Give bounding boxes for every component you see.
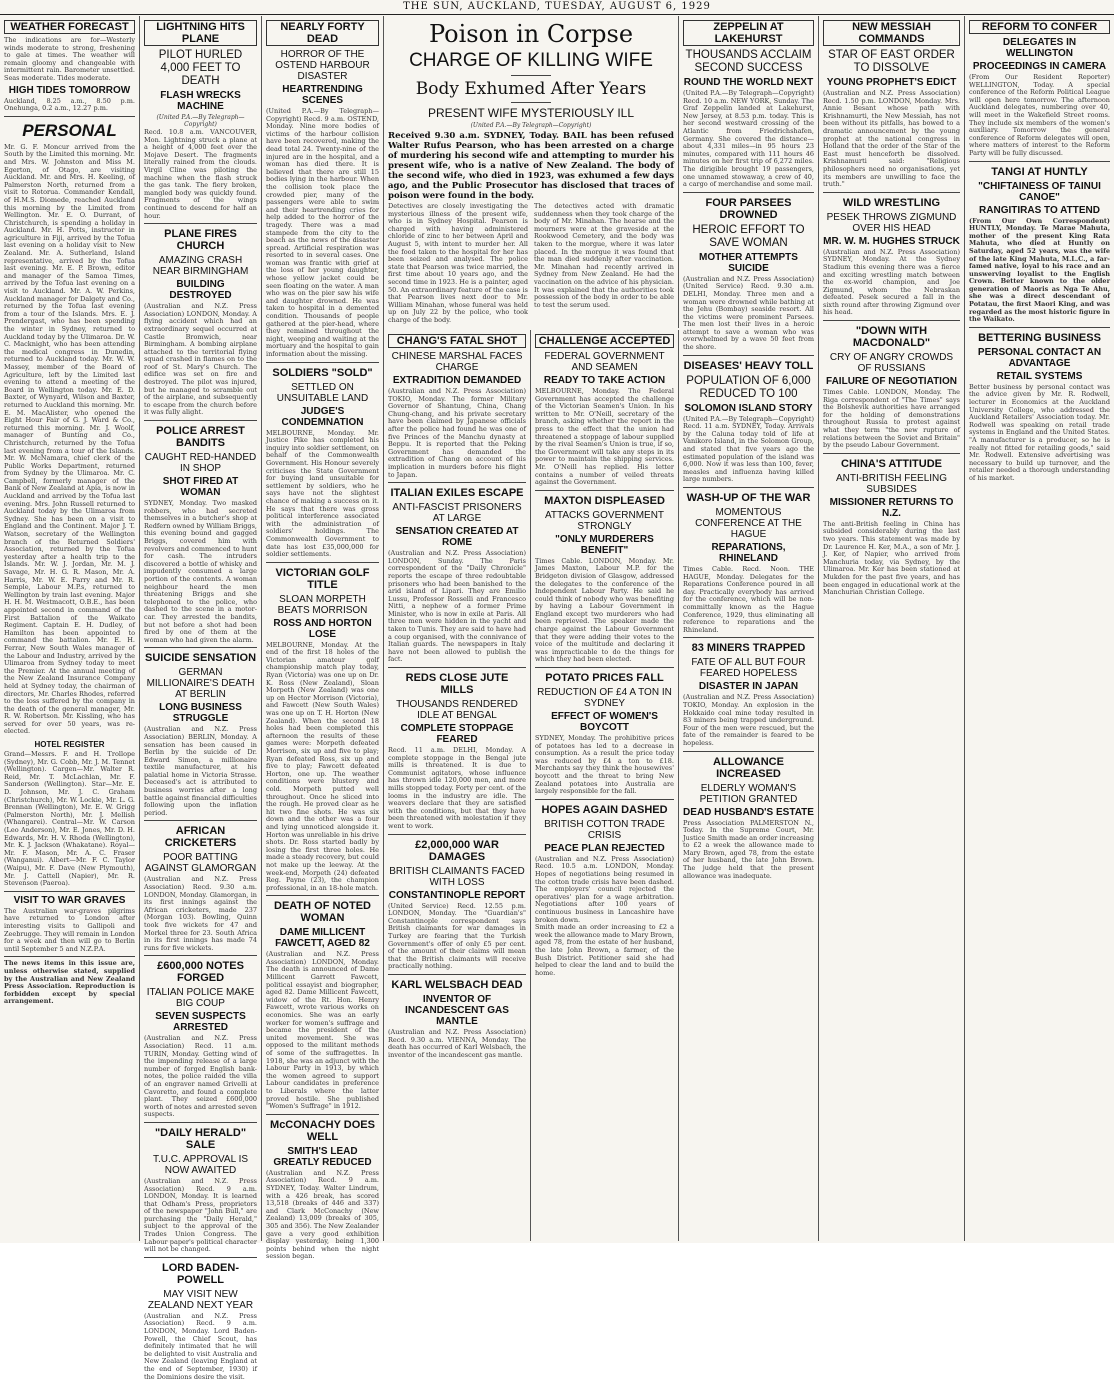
- column-4: [384, 330, 531, 1241]
- tangi-sub: "CHIFTAINESS OF TAINUI CANOE": [978, 180, 1101, 203]
- jute-title: REDS CLOSE JUTE MILLS: [405, 672, 509, 697]
- poison-lead-story: [384, 16, 679, 328]
- maxton-title: MAXTON DISPLEASED: [544, 494, 665, 507]
- poison-sub3: PRESENT WIFE MYSTERIOUSLY ILL: [427, 106, 635, 120]
- poison-title: Poison in Corpse: [428, 20, 634, 48]
- challenge-sub: FEDERAL GOVERNMENT AND SEAMEN: [544, 351, 665, 373]
- business-body: Better business by personal contact was the advice given by Mr. R. Rodwell, lecturer in Economics at the Auckland University College, who addressed the Auckland Retailers' Association today. Mr. Rodwell was speaking on retail trade systems in England and the United States. "A manufacturer is a producer, so he is really not fitted for retailing goods," said Mr. Rodwell. Extensive advertising was necessary to build up turnover, and the retailer needed a thorough understanding of his market.: [969, 382, 1110, 482]
- suicide-title: SUICIDE SENSATION: [144, 652, 257, 665]
- mcconachy-title: McCONACHY DOES WELL: [270, 1118, 375, 1143]
- reform-title: REFORM TO CONFER: [969, 20, 1110, 34]
- potato-sub: REDUCTION OF £4 A TON IN SYDNEY: [537, 687, 672, 710]
- baden-body: (Australian and N.Z. Press Association) Recd. 9 a.m. LONDON, Monday. Lord Baden-Powell, the Chief Scout, has definitely intimated that he will be delighted to visit Australia and New Zealand (leaving England at the end of September, 1930) if the Dominions desire the visit.: [144, 1311, 257, 1381]
- forty-dead-sub2: HEARTRENDING SCENES: [282, 84, 363, 106]
- china-sub2: MISSIONER RETURNS TO N.Z.: [829, 496, 954, 519]
- golf-sub2: ROSS AND HORTON LOSE: [273, 617, 372, 640]
- soldiers-body: MELBOURNE, Monday. Mr. Justice Pike has completed his inquiry into soldier settlement, on behalf of the Commonwealth Government. His Honour severely criticises the State Government for buying land unsuitable for settlement by soldiers, who he says have not the slightest chance of making a success on it. He says that there was gross political interference associated with the administration of soldiers' holdings. The Commonwealth Government to date has lost £35,000,000 for soldier settlements.: [266, 428, 379, 559]
- cotton-title: HOPES AGAIN DASHED: [541, 803, 668, 816]
- messiah-body: (Australian and N.Z. Press Association) Recd. 1.50 p.m. LONDON, Monday. Mrs. Annie Besant whose path with Krishnamurti, the New Messiah, has not been without its pitfalls, has bowed to a dramatic announcement by the young prophet at the national congress in Holland that the order of the Star of the East must henceforth be dissolved. Krishnamurti said: "Religious philosophers need no organisations, yet its members are unwilling to face the truth.": [823, 89, 960, 189]
- potato-body: SYDNEY, Monday. The prohibitive prices of potatoes has led to a decrease in consumption. As a result the price today was reduced by £4 a ton to £18. Merchants say they think the housewives' boycott and the threat to bring New Zealand potatoes into Australia are largely responsible for the fall.: [535, 734, 674, 796]
- exiles-title: ITALIAN EXILES ESCAPE: [390, 487, 524, 500]
- poison-lead-paragraph: Received 9.30 a.m. SYDNEY, Today. BAIL has been refused Walter Rufus Pearson, who has been arrested on a charge of murdering his second wife and attempting to murder his present wife, who is a native of New Zealand. The body of the second wife, who died in 1923, was exhumed a few days ago, and the Public Prosecutor has disclosed that traces of poison were found in the body.: [388, 131, 674, 201]
- personal-title: PERSONAL: [22, 120, 117, 140]
- lightning-sub: PILOT HURLED 4,000 FEET TO DEATH: [158, 49, 243, 87]
- notes-body: (Australian and N.Z. Press Association) Recd. 11 a.m. TURIN, Monday. Getting wind of the impending release of a large number of forged English bank-notes, the police raided the villa of an engraver named Grivelli at Cavoretto, and found a complete plant. They seized £600,000 worth of notes and arrested seven suspects.: [144, 1034, 257, 1119]
- forty-dead-body: (United P.A.—By Telegraph—Copyright) Recd. 9 a.m. OSTEND, Monday. Nine more bodies of victims of the harbour collision have been recovered, making the dead total 24. Twenty-nine of the injured are in the hospital, and a woman has died there. It is believed that there are still 15 bodies lying in the harbour. When the collision took place the crowded pier, many of the passengers were able to swim and their heartrending cries for help added to the horror of the tragedy. There was a mad stampede from the city to the beach as the news of the disaster spread. Artificial respiration was resorted to in several cases. One woman was frantic with grief at the loss of her young daughter, whose yellow jacket could be seen floating on the water. A man who was on the pier saw his wife and daughter drowned. He was taken to hospital in a demented condition. Thousands of people gathered at the pier-head, where they remained throughout the night, weeping and waiting at the mortuary and the hospital to gain information about the missing.: [266, 107, 379, 358]
- bandits-body: SYDNEY, Monday. Two masked robbers, who had secreted themselves in a butcher's shop at Redfern owned by William Briggs, this evening bound and gagged Briggs, covered him with revolvers and commenced to hunt for cash. The intruders discovered a bottle of whisky and impudently consumed a large portion of the contents. A woman neighbour heard the men threatening Briggs and she telephoned to the police, who dashed to the scene in a motor-car. They arrested the bandits, but not before a shot had been fired by one of them at the woman who had given the alarm.: [144, 499, 257, 644]
- potato-sub2: EFFECT OF WOMEN'S BOYCOTT: [551, 711, 658, 734]
- church-sub2: BUILDING DESTROYED: [169, 279, 232, 302]
- zeppelin-body: (United P.A.—By Telegraph—Copyright) Recd. 10 a.m. NEW YORK, Sunday. The Graf Zeppelin landed at Lakehurst, New Jersey, at 8.53 p.m. today. This is her second westward crossing of the Atlantic from Friedrichshafen, Germany. She covered the distance—about 4,331 miles—in 95 hours 23 minutes, compared with 111 hours 46 minutes on her first trip of 6,272 miles. The dirigible brought 19 passengers, one unnamed stowaway, a crew of 40, a cargo of merchandise and some mail.: [683, 89, 814, 189]
- poison-sub1: CHARGE OF KILLING WIFE: [409, 50, 653, 71]
- column-weather-personal: [0, 16, 140, 1241]
- lightning-credit: (United P.A.—By Telegraph—Copyright): [156, 114, 245, 128]
- diseases-sub: POPULATION OF 6,000 REDUCED TO 100: [686, 374, 811, 400]
- lightning-sub2: FLASH WRECKS MACHINE: [160, 90, 241, 112]
- notes-sub: ITALIAN POLICE MAKE BIG COUP: [146, 987, 255, 1010]
- church-sub: AMAZING CRASH NEAR BIRMINGHAM: [152, 255, 249, 278]
- column-6: [679, 16, 819, 1241]
- tangi-title: TANGI AT HUNTLY: [991, 165, 1088, 178]
- soldiers-sub: SETTLED ON UNSUITABLE LAND: [276, 381, 369, 404]
- lightning-title: LIGHTNING HITS PLANE: [144, 20, 257, 46]
- jute-sub: THOUSANDS RENDERED IDLE AT BENGAL: [396, 699, 518, 722]
- war-damages-sub2: CONSTANTINOPLE REPORT: [388, 889, 526, 901]
- soldiers-title: SOLDIERS "SOLD": [272, 366, 373, 379]
- notes-sub2: SEVEN SUSPECTS ARRESTED: [155, 1011, 246, 1034]
- messiah-sub2: YOUNG PROPHET'S EDICT: [826, 77, 957, 88]
- suicide-sub2: LONG BUSINESS STRUGGLE: [159, 702, 242, 725]
- soldiers-sub2: JUDGE'S CONDEMNATION: [281, 405, 364, 428]
- welsbach-body: (Australian and N.Z. Press Association) Recd. 9.30 a.m. VIENNA, Monday. The death has occurred of Karl Welsbach, the inventor of the incandescent gas mantle.: [388, 1027, 526, 1059]
- bandits-sub: CAUGHT RED-HANDED IN SHOP: [144, 452, 257, 475]
- graves-body: The Australian war-graves pilgrims have returned to London after interesting visits to Gallipoli and Zeebrugge. They will remain in London for a week and then will go to Berlin until September 5 and N.Z.P.A.: [4, 906, 135, 953]
- golf-title: VICTORIAN GOLF TITLE: [275, 566, 370, 591]
- chang-sub: CHINESE MARSHAL FACES CHARGE: [391, 351, 523, 373]
- golf-body: MELBOURNE, Monday. At the end of the first 18 holes of the Victorian amateur golf championship match play today, Ryan (Victoria) was one up on Dr. K. Ross (New Zealand), Sloan Morpeth (New Zealand) was one up on Hector Morrison (Victoria), and Fawcett (New South Wales) was one up on T. H. Horton (New Zealand). When the second 18 holes had been completed this afternoon the results of these games were: Morpeth defeated Morrison, six up and five to play; Ryan defeated Ross, six up and five to play; Fawcett defeated Horton, one up. The weather conditions were blustery and cold. Morpeth putted well throughout. Once he sliced into the rough. He proved clear as he hit two fine shots. He was six down and the other was a four and lying unnoticed alongside it. Horton was unreliable in his drive shots. Dr. Ross started badly by losing the first three holes. He made a steady recovery, but could not make up the leeway. At the week-end, Morpeth (24) defeated Reg. Payne (23), the champion professional, in an 18-hole match.: [266, 640, 379, 892]
- chang-title: CHANG'S FATAL SHOT: [388, 334, 526, 348]
- challenge-title: CHALLENGE ACCEPTED: [535, 334, 674, 348]
- maxton-sub: ATTACKS GOVERNMENT STRONGLY: [544, 509, 665, 532]
- tides-body: Auckland, 8.25 a.m., 8.50 p.m. Onehunga, 0.2 a.m., 12.27 p.m.: [4, 96, 135, 113]
- poison-body-b: The detectives acted with dramatic suddenness when they took charge of the body of Mr. Minahan. The hearse and the mourners were at the graveside at the Rookwood Cemetery, and the body was taken to the morgue, where it was later placed. In the morgue it was found that the man died suddenly after vaccination. Mr. Minahan had recently arrived in Sydney from New Zealand. He had the vaccination on the advice of his physician. It was explained that the authorities took possession of the body in order to be able to test the serum used.: [534, 202, 674, 309]
- reform-sub: DELEGATES IN WELLINGTON: [1002, 37, 1077, 59]
- china-title: CHINA'S ATTITUDE: [841, 457, 942, 470]
- masthead: THE SUN, AUCKLAND, TUESDAY, AUGUST 6, 1929: [0, 0, 1114, 15]
- herald-body: (Australian and N.Z. Press Association) Recd. 9 a.m. LONDON, Monday. It is learned that Odham's Press, proprietors of the newspaper "John Bull," are purchasing the "Daily Herald," subject to the approval of the Trades Union Congress. The Labour paper's political character will not be changed.: [144, 1176, 257, 1254]
- suicide-sub: GERMAN MILLIONAIRE'S DEATH AT BERLIN: [146, 667, 255, 701]
- challenge-body: MELBOURNE, Monday. The Federal Government has accepted the challenge of the Victorian Seamen's Union. In his written to Mr. O'Neill, secretary of the branch, asking whether the report in the press to the effect that the union had threatened a stoppage of labour supplied by the rival Seamen's Union is true, if so, the Government will take any steps in its power to maintain the shipping services. Mr. O'Neill has replied. His letter contains a number of veiled threats against the Government.: [535, 387, 674, 487]
- noted-woman-body: (Australian and N.Z. Press Association) LONDON, Monday. The death is announced of Dame Millicent Garrett Fawcett, political essayist and biographer, aged 82. Dame Millicent Fawcett, widow of the Rt. Hon. Henry Fawcett, wrote various works on economics. She was an early worker for women's suffrage and became the president of the united movement. She was opposed to the militant methods of some of the suffragettes. In 1918, she was an adjunct with the Labour Party in 1913, by which the women agreed to support Labour candidates in preference to Liberals where the latter proved hostile. She published "Women's Suffrage" in 1912.: [266, 950, 379, 1111]
- welsbach-sub: INVENTOR OF INCANDESCENT GAS MANTLE: [405, 993, 509, 1027]
- wrestling-sub: PESEK THROWS ZIGMUND OVER HIS HEAD: [826, 211, 957, 234]
- herald-sub: T.U.C. APPROVAL IS NOW AWAITED: [152, 1153, 249, 1176]
- washup-sub2: REPARATIONS, RHINELAND: [711, 542, 786, 564]
- noted-woman-sub: DAME MILLICENT FAWCETT, AGED 82: [275, 927, 370, 950]
- lightning-body: Recd. 10.8 a.m. VANCOUVER, Mon. Lightning struck a plane at a height of 4,000 feet over the Mojave Desert. The fragments literally rained from the clouds. Virgil Cline was piloting the machine when the flash struck the gas tank. The fiery broken, mangled body was quickly found. Fragments of the wings continued to descend for half an hour.: [144, 128, 257, 220]
- forty-dead-title: NEARLY FORTY DEAD: [266, 20, 379, 46]
- war-damages-body: (United Service) Recd. 12.55 p.m. LONDON, Monday. The "Guardian's" Constantinople correspondent says British claimants for war damages in Turkey are fearing that the Turkish Government's offer of only £5 per cent. of the amount of their claims will mean that the British claimants will receive practically nothing.: [388, 901, 526, 971]
- miners-title: 83 MINERS TRAPPED: [691, 642, 806, 655]
- personal-body: Mr. G. F. Moncur arrived from the South by the Limited this morning. Mr. and Mrs. W. Johnston and Miss M. Egerton, of Otago, are visiting Auckland. Mr. and Mrs. H. Keeling, of Palmerston North, returned from a visit to Rotorua. Commander Kendall, of H.M.S. Diomede, reached Auckland this morning by the Limited from Wellington. Mr. E. O. Durrant, of Christchurch, is spending a holiday in Auckland. Mr. H. Potts, instructor in agriculture in Fiji, arrived by the Tofua last evening on a holiday visit to New Zealand. Mr. A. Sutherland, Island representative, arrived by the Tofua last evening. Mr. E. P. Brown, editor and manager of the Samoa Times, arrived by the Tofua last evening on a visit to Auckland. Mr. A. W. Perkins, Auckland manager for Dalgety and Co., returned by the Tofua last evening from a tour of the Islands. Mrs. E. J. Prendergast, who has been spending the winter in Sydney, returned to Auckland today by the Ulimaroa. Dr. W. C. Macknight, who has been attending the medical congress in Dunedin, returned to Auckland today. Mr. W. W. Massey, member of the Board of Agriculture, left by the Limited last evening to attend a meeting of the Board in Wellington today. Mr. E. D. Baxter, of Wynyard, Wilson and Baxter, returned to Auckland this morning. Mr. E. M. MacAlister, who opened the Eight Hour Fair of G. J. Ward & Co., returned this morning. Mr. J. Woolf, manager of Bunting and Co., Christchurch, returned by the Tofua last evening from a tour of the Islands. Mr. W. McNamara, chief clerk of the Public Works Department, returned from Sydney by the Ulimaroa. Mr. C. Campbell, formerly manager of the Bank of New Zealand at Apia, is now in Auckland and arrived by the Tofua last evening. Mrs. John Russell returned to Auckland today by the Ulimaroa from Sydney. She has been on a visit to England and the Continent. Major J. T. Watson, secretary of the Wellington branch of the Returned Soldiers' Association, returned by the Tofua yesterday after a health trip to the Islands. Mr. W. J. Jordan, Mr. M. J. Savage, Mr. H. G. R. Mason, Mr. A. Harris, Mr. W. E. Parry and Mr. R. Semple, Labour M.P.s, returned to Wellington by train last evening. Major H. H. M. Westmacott, O.B.E., has been appointed second in command of the First Battalion of the Waikato Regiment. Captain E. H. Dudley, of Hamilton has been appointed to command the battalion. Mr. E. H. Ferrar, New South Wales manager of the Labour and Industry, arrived by the Ulimaroa from Sydney today to meet the Premier. At the annual meeting of the New Zealand Insurance Company held at Sydney today, the chairman of directors, Mr. Charles Rhodes, referred to the loss suffered by the company in the death of the general manager, Mr. R. W. Robertson. Mr. Kissling, who has served for over 50 years, was re-elected.: [4, 142, 135, 736]
- washup-title: WASH-UP OF THE WAR: [686, 492, 811, 504]
- church-body: (Australian and N.Z. Press Association) LONDON, Monday. A flying accident which had an extraordinary sequel occurred at Castle Bromwich, near Birmingham. A bombing airplane attached to the territorial flying squad crashed in flames on to the roof of St. Mary's Church. The edifice was set on fire and destroyed. The pilot was injured, but he managed to scramble out of the airplane, and subsequently to escape from the church before it was fully alight.: [144, 302, 257, 417]
- poison-body-columns: [388, 203, 674, 325]
- cricketers-sub: POOR BATTING AGAINST GLAMORGAN: [144, 852, 257, 875]
- miners-sub2: DISASTER IN JAPAN: [698, 681, 799, 693]
- chang-body: (Australian and N.Z. Press Association) TOKIO, Monday. The former Military Governor of Shantung, China, Chang Chung-chang, and his private secretary have been claimed by Japanese officials after the police had found he was one of five Princes of the Manchu dynasty at Beppu. It is reported that the Peking Government has demanded the extradition of Chang on account of his implication in murders before his flight to Japan.: [388, 387, 526, 479]
- estate-body: Smith made an order increasing to £2 a week the allowance made to Mary Brown, aged 78, from the estate of her husband, the late John Brown, a farmer, of the Bush District. Petitioner said she had helped to clear the land and to build the home.: [535, 923, 674, 977]
- cricketers-body: (Australian and N.Z. Press Association) Recd. 9.30 a.m. LONDON, Monday. Glamorgan, in its first innings against the African cricketers, made 237 (Morgan 103). Bowling, Quinn took five wickets for 47 and Morkel three for 23. South Africa in its first innings has made 74 runs for five wickets.: [144, 875, 257, 952]
- maxton-sub2: "ONLY MURDERERS BENEFIT": [555, 533, 654, 556]
- column-5: [531, 330, 679, 1241]
- exiles-sub: ANTI-FASCIST PRISONERS AT LARGE: [392, 502, 522, 525]
- zeppelin-sub: THOUSANDS ACCLAIM SECOND SUCCESS: [685, 49, 812, 74]
- maxton-body: Times Cable. LONDON, Monday. Mr. James Maxton, Labour M.P. for the Bridgeton division of Glasgow, addressed the delegates to the conference of the Independent Labour Party. He said he could think of nobody who was benefiting by having a Labour Government in England except two murderers who had been reprieved. The speaker made the charge against the Labour Government that they were adding their votes to the voice of the multitude and declaring it was impracticable to do the things for which they had been elected.: [535, 556, 674, 664]
- china-sub: ANTI-BRITISH FEELING SUBSIDES: [835, 472, 948, 495]
- macdonald-sub2: FAILURE OF NEGOTIATION: [826, 376, 957, 388]
- wrestling-title: WILD WRESTLING: [842, 196, 941, 209]
- baden-sub: MAY VISIT NEW ZEALAND NEXT YEAR: [147, 1288, 254, 1311]
- macdonald-title: "DOWN WITH MACDONALD": [852, 325, 931, 350]
- reform-body: (From Our Resident Reporter) WELLINGTON, Today. A special conference of the Reform Political League will open here tomorrow. The afternoon Auckland delegates, numbering over 40, will meet in the Wakefield Street rooms. They include six members of the women's auxiliary. Tomorrow the general conference of Reform delegates will open, where matters of interest to the Reform Party will be fully discussed.: [969, 73, 1110, 157]
- hotel-body: Grand—Messrs. F. and H. Trollope (Sydney), Mr. G. Cobb, Mr. J. M. Tennet (Wellington). Cargen—Mr. Walter R. Reid, Mr. T. McLachlan, Mr. F. Sanderson (Wellington). Star—Mr. E. D. Johnson, Mr. J. C. Graham (Christchurch), Mr. W. Lockie, Mr. L. G. Brennan (Wellington), Mr. E. W. Grigg (Palmerston North), Mr. J. Mellish (Whangarei). Central—Mr. W. Carson (Leo Anderson), Mr. E. Jones, Mr. D. H. Edwards, Mr. H. V. Rhoda (Wellington), Mr. K. J. Jackson (Whakatane). Royal—Mr. F. Mason, Mr. A. C. Fraser (Wanganui). Albert—Mr. F. C. Taylor (Waipu), Mr. F. Dave (New Plymouth), Mr. J. Cattell (Napier), Mr. R. Stevenson (Paeroa).: [4, 750, 135, 888]
- jute-sub2: COMPLETE STOPPAGE FEARED: [400, 723, 514, 746]
- diseases-body: (United P.A.—By Telegraph—Copyright) Recd. 11 a.m. SYDNEY, Today. Arrivals by the Caluna today told of life at Vanikoro Island, in the Solomon Group, and stated that five years ago the estimated population of the island was 6,000. Now it was less than 100, fever, measles and influenza having killed large numbers.: [683, 414, 814, 484]
- washup-sub: MOMENTOUS CONFERENCE AT THE HAGUE: [695, 507, 802, 540]
- tides-title: HIGH TIDES TOMORROW: [8, 84, 131, 96]
- poison-credit: (United P.A.—By Telegraph—Copyright): [470, 122, 592, 129]
- wrestling-sub2: MR. W. M. HUGHES STRUCK: [823, 235, 960, 247]
- diseases-title: DISEASES' HEAVY TOLL: [683, 359, 814, 372]
- messiah-title: NEW MESSIAH COMMANDS: [823, 20, 960, 46]
- reform-sub2: PROCEEDINGS IN CAMERA: [972, 61, 1107, 72]
- herald-title: "DAILY HERALD" SALE: [154, 1126, 247, 1151]
- cricketers-title: AFRICAN CRICKETERS: [164, 825, 237, 850]
- poison-body-a: Detectives are closely investigating the mysterious illness of the present wife, who is in Sydney Hospital. Pearson is charged with having administered chloride of zinc to her between April and August 5, with intent to murder her. All the food taken to the hospital for her has been seized and analysed. The police state that Pearson was twice married, the first time about 10 years ago, and the second time in 1923. He is a painter, aged 50. An extraordinary feature of the case is that Pearson lives next door to Mr. William Minahan, whose funeral was held up on July 22 by the police, who took charge of the body.: [388, 202, 528, 324]
- allowance-sub2: DEAD HUSBAND'S ESTATE: [683, 806, 814, 818]
- miners-sub: FATE OF ALL BUT FOUR FEARED HOPELESS: [691, 657, 806, 680]
- bandits-title: POLICE ARREST BANDITS: [156, 425, 245, 450]
- hotel-title: HOTEL REGISTER: [34, 740, 105, 750]
- mcconachy-body: (Australian and N.Z. Press Association) Recd. 9 a.m. SYDNEY, Today. Walter Lindrum, with a 426 break, has scored 13,518 (breaks of 446 and 337) and Clark McConachy (New Zealand) 13,009 (breaks of 305, 305 and 356). The New Zealander gave a very good exhibition display yesterday, being 1,300 points behind when the night session began.: [266, 1168, 379, 1261]
- war-damages-title: £2,000,000 WAR DAMAGES: [415, 838, 499, 863]
- macdonald-body: Times Cable. LONDON, Monday. The Riga correspondent of "The Times" says the Bolshevik authorities have arranged for the holding of demonstrations throughout Russia to protest against what they term "the new rupture of relations between the Soviet and Britain" by the pseudo Labour Government.: [823, 388, 960, 450]
- weather-title: WEATHER FORECAST: [4, 20, 135, 34]
- challenge-sub2: READY TO TAKE ACTION: [543, 375, 666, 386]
- business-title: BETTERING BUSINESS: [978, 331, 1101, 344]
- parsees-body: (Australian and N.Z. Press Association) (United Service) Recd. 9.30 a.m. DELHI, Monday. Three men and a woman were drowned while bathing at the Jehu (Bombay) seaside resort. All the victims were prominent Parsees. The men lost their lives in a heroic attempt to save a woman who was overwhelmed by a wave 50 feet from the shore.: [683, 274, 814, 352]
- suicide-body: (Australian and N.Z. Press Association) BERLIN, Monday. A sensation has been caused in Berlin by the suicide of Dr. Edward Simon, a millionaire textile manufacturer, at his palatial home in Victoria Strasse. Deceased's act is attributed to business worries after a long battle against financial difficulties following upon the inflation period.: [144, 725, 257, 817]
- welsbach-title: KARL WELSBACH DEAD: [391, 978, 523, 991]
- allowance-title: ALLOWANCE INCREASED: [713, 755, 784, 780]
- cotton-sub2: PEACE PLAN REJECTED: [544, 842, 665, 854]
- washup-body: Times Cable. Recd. Noon. THE HAGUE, Monday. Delegates for the Reparations Conference poured in all day. Practically everybody has arrived for the conference, which will be non-committally known as the Hague Conference, 1929, thus eliminating all reference to reparations and the Rhineland.: [683, 565, 814, 634]
- church-title: PLANE FIRES CHURCH: [164, 228, 237, 253]
- golf-sub: SLOAN MORPETH BEATS MORRISON: [277, 593, 368, 616]
- column-3: [262, 16, 384, 1261]
- notes-title: £600,000 NOTES FORGED: [157, 960, 244, 985]
- parsees-sub: HEROIC EFFORT TO SAVE WOMAN: [692, 223, 805, 249]
- tangi-sub2: RANGITIRAS TO ATTEND: [979, 204, 1100, 216]
- potato-title: POTATO PRICES FALL: [545, 672, 664, 685]
- business-sub: PERSONAL CONTACT AN ADVANTAGE: [977, 346, 1102, 369]
- wrestling-body: (Australian and N.Z. Press Association) SYDNEY, Monday. At the Sydney Stadium this evening there was a fierce and exciting wrestling match between the ex-world champion, and Joe Zigmund, whom the Nebraskan defeated. Pesek secured a fall in the sixth round after throwing Zigmund over his head.: [823, 247, 960, 317]
- poison-sub2: Body Exhumed After Years: [415, 79, 647, 99]
- column-8: [965, 16, 1114, 1241]
- press-note: The news items in this issue are, unless otherwise stated, supplied by the Australian and New Zealand Press Association. Reproduction is forbidden except by special arrangement.: [4, 959, 135, 1006]
- cotton-sub: BRITISH COTTON TRADE CRISIS: [544, 818, 665, 841]
- parsees-sub2: MOTHER ATTEMPTS SUICIDE: [699, 251, 798, 274]
- column-7: [819, 16, 965, 1241]
- tangi-body: (From Our Own Correspondent) HUNTLY, Monday. Te Marae Mahuta, mother of the present King Rata Mahuta, who died at Huntly on Saturday, aged 52 years, was the wife of the late King Mahuta, M.L.C., a far-famed native, loyal to his race and an unswerving loyalist to the English Crown. Better known to the older generation of Maoris as Nga Te Ahu, she was a direct descendant of Potatau, the first Maori King, and was regarded as the most historic figure in the Waikato.: [969, 216, 1110, 324]
- cotton-body: (Australian and N.Z. Press Association) Recd. 10.5 a.m. LONDON, Monday. Hopes of negotiations being resumed in the cotton trade crisis have been dashed. The employers' council rejected the operatives' plan for a wage arbitration. Negotiations after 100 years of continuous business in Lancashire have broken down.: [535, 854, 674, 924]
- zeppelin-title: ZEPPELIN AT LAKEHURST: [683, 20, 814, 46]
- zeppelin-sub2: ROUND THE WORLD NEXT: [683, 77, 814, 88]
- exiles-body: (Australian and N.Z. Press Association) LONDON, Sunday. The Paris correspondent of the "Daily Chronicle" reports the escape of three redoubtable prisoners who had been banished to the arid island of Lipari. They are Emilio Lussu, Professor Rosselli and Francesco Nitti, a nephew of a former Prime Minister, who is now in exile at Paris. All three men were hidden in the yacht and taken to Tunis. They are said to have had a coup organised, with the connivance of Italian guards. The newspapers in Italy have not been allowed to publish the fact.: [388, 549, 526, 664]
- noted-woman-title: DEATH OF NOTED WOMAN: [274, 900, 371, 925]
- macdonald-sub: CRY OF ANGRY CROWDS OF RUSSIANS: [829, 352, 954, 375]
- mcconachy-sub: SMITH'S LEAD GREATLY REDUCED: [273, 1145, 372, 1168]
- jute-body: Recd. 11 a.m. DELHI, Monday. A complete stoppage in the Bengal jute mills is threatened. It is due to Communist agitators, whose influence has thrown idle 120,000 men, and more mills stopped today. Forty per cent. of the looms in the industry are idle. The weavers declare that they are satisfied with the conditions, but that they have been threatened with molestation if they went to work.: [388, 746, 526, 830]
- miners-body: (Australian and N.Z. Press Association) TOKIO, Monday. An explosion in the Hokkaido coal mine today resulted in 83 miners being trapped underground. Four of the men were rescued, but the fate of the remainder is feared to be hopeless.: [683, 693, 814, 747]
- diseases-sub2: SOLOMON ISLAND STORY: [684, 402, 813, 414]
- chang-sub2: EXTRADITION DEMANDED: [392, 375, 522, 386]
- messiah-sub: STAR OF EAST ORDER TO DISSOLVE: [828, 49, 955, 74]
- baden-title: LORD BADEN-POWELL: [162, 1261, 239, 1286]
- allowance-sub: ELDERLY WOMAN'S PETITION GRANTED: [699, 782, 798, 805]
- business-sub2: RETAIL SYSTEMS: [996, 370, 1083, 382]
- parsees-title: FOUR PARSEES DROWNED: [705, 196, 792, 221]
- war-damages-sub: BRITISH CLAIMANTS FACED WITH LOSS: [389, 865, 525, 888]
- graves-title: VISIT TO WAR GRAVES: [13, 894, 126, 906]
- allowance-body: Press Association PALMERSTON N., Today. In the Supreme Court, Mr. Justice Smith made an order increasing to £2 a week the allowance made to Mary Brown, aged 78, from the estate of her husband, the late John Brown. The judge held that the present allowance was inadequate.: [683, 818, 814, 880]
- forty-dead-sub: HORROR OF THE OSTEND HARBOUR DISASTER: [275, 49, 370, 82]
- exiles-sub2: SENSATION CREATED AT ROME: [395, 526, 519, 549]
- weather-body: The indications are for—Westerly winds moderate to strong, freshening to gale at times. The weather will remain gloomy and changeable with intermittent rain. Barometer unsettled. Seas moderate. Tides moderate.: [4, 36, 135, 82]
- column-2: [140, 16, 262, 1381]
- china-body: The anti-British feeling in China has subsided considerably during the last two years. This statement was made by Dr. Laurence H. Ker, M.A., a son of Mr. J. J. Ker, of Napier, who arrived from Manchuria today, via Sydney, by the Ulimaroa. Mr. Ker has been stationed at Mukden for the past five years, and has been engaged in educational work at the Manchurian Christian College.: [823, 519, 960, 597]
- bandits-sub2: SHOT FIRED AT WOMAN: [162, 476, 239, 499]
